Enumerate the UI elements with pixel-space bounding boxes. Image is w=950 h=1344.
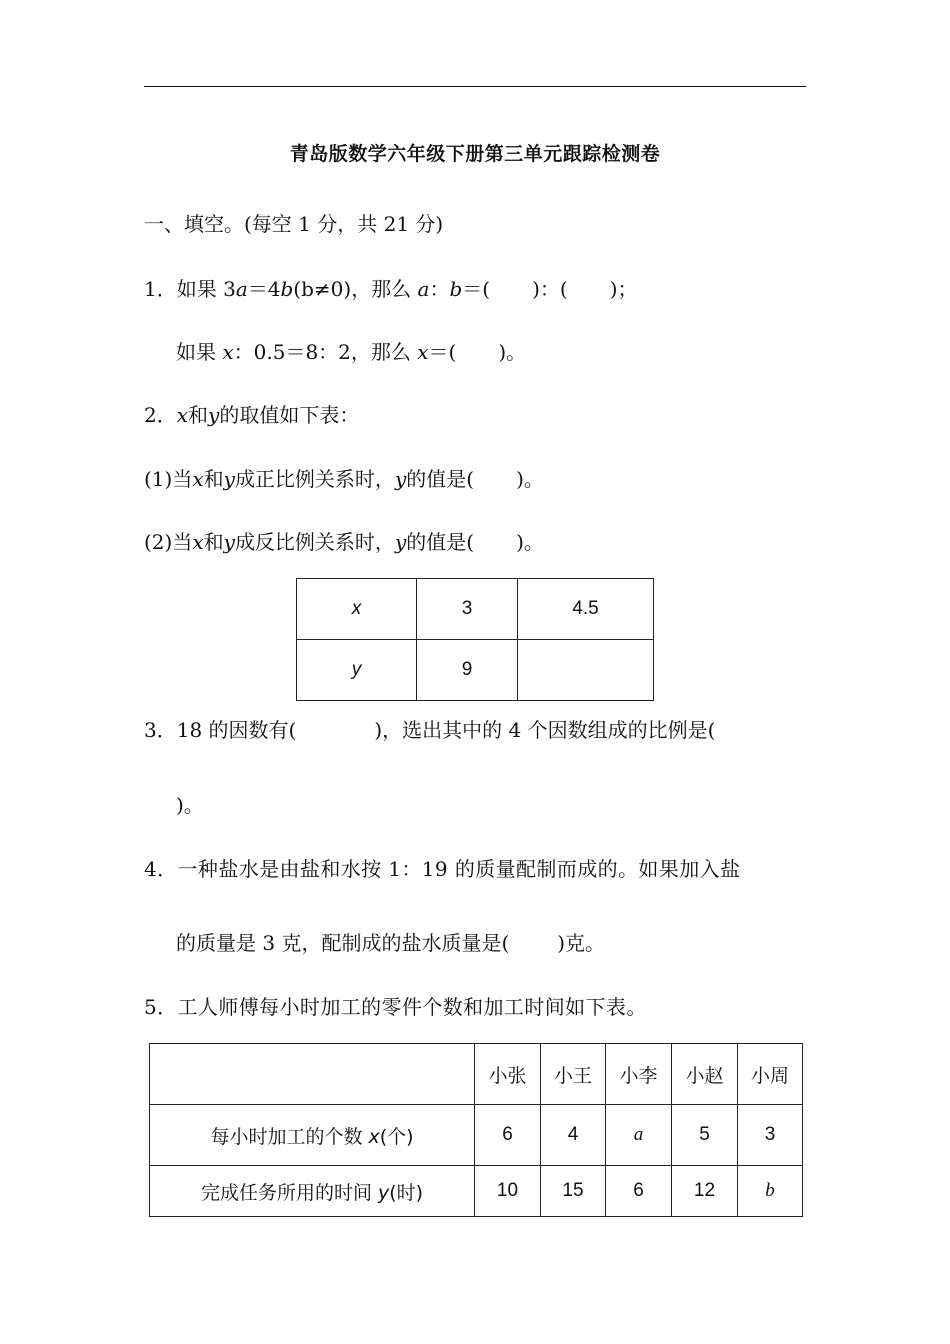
question-2-intro: 2．x和y的取值如下表： [144, 403, 360, 427]
row-label: 完成任务所用的时间 y(时) [150, 1166, 475, 1217]
empty-answer-cell[interactable] [518, 640, 654, 701]
table-row: 小张 小王 小李 小赵 小周 [150, 1044, 803, 1105]
page-title: 青岛版数学六年级下册第三单元跟踪检测卷 [289, 143, 661, 165]
row-label: 每小时加工的个数 x(个) [150, 1105, 475, 1166]
question-4-line-2: 的质量是 3 克，配制成的盐水质量是( )克。 [176, 931, 606, 955]
worker-table [149, 1043, 803, 1217]
question-3-line-1: 3．18 的因数有( )，选出其中的 4 个因数组成的比例是( [144, 718, 716, 742]
table-row: y 9 [297, 640, 654, 701]
question-1-line-1: 1．如果 3a＝4b(b≠0)，那么 a：b＝( )：( )； [144, 277, 638, 301]
table-row: 每小时加工的个数 x(个) 6 4 a 5 3 [150, 1105, 803, 1166]
xy-value-table [296, 578, 654, 701]
table-row: 完成任务所用的时间 y(时) 10 15 6 12 b [150, 1166, 803, 1217]
section-heading: 一、填空。(每空 1 分，共 21 分) [144, 212, 444, 236]
question-2-part-1: (1)当x和y成正比例关系时，y的值是( )。 [144, 467, 544, 491]
table-row: x 3 4.5 [297, 579, 654, 640]
top-rule [144, 86, 806, 87]
question-3-line-2: )。 [176, 793, 204, 817]
question-5-intro: 5．工人师傅每小时加工的零件个数和加工时间如下表。 [144, 995, 647, 1019]
question-4-line-1: 4．一种盐水是由盐和水按 1：19 的质量配制而成的。如果加入盐 [144, 857, 741, 881]
question-2-part-2: (2)当x和y成反比例关系时，y的值是( )。 [144, 530, 544, 554]
question-1-line-2: 如果 x：0.5＝8：2，那么 x＝( )。 [176, 340, 527, 364]
